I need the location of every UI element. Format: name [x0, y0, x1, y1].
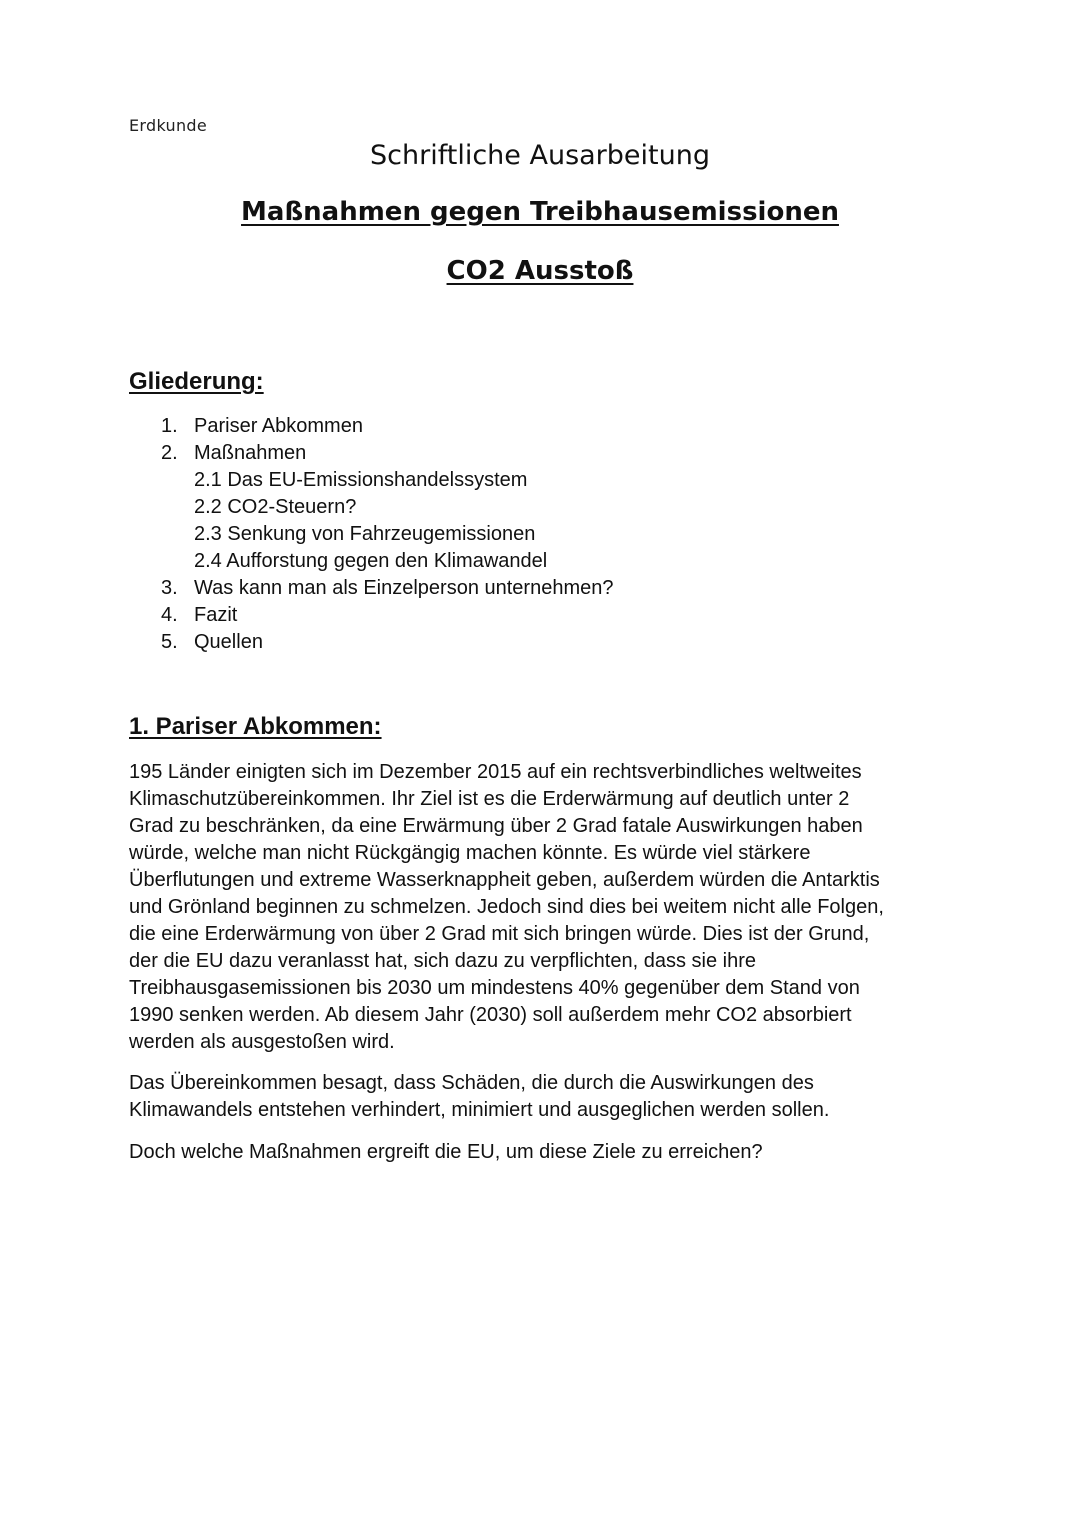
document-topic: Maßnahmen gegen Treibhausemissionen — [241, 197, 839, 227]
text-line: Das Übereinkommen besagt, dass Schäden, die durch die Auswirkungen des — [129, 1072, 814, 1094]
section-heading-pariser-abkommen: 1. Pariser Abkommen: — [129, 713, 382, 740]
text-line: Grad zu beschränken, da eine Erwärmung über 2 Grad fatale Auswirkungen haben — [129, 815, 863, 837]
outline-item — [161, 575, 614, 602]
outline-subitem: 2.1 Das EU-Emissionshandelssystem — [194, 469, 528, 491]
text-line: Treibhausgasemissionen bis 2030 um mindestens 40% gegenüber dem Stand von — [129, 977, 860, 999]
outline-item — [161, 629, 614, 656]
outline-item-label: Pariser Abkommen — [194, 415, 363, 437]
outline-item-number: 4. — [161, 604, 178, 626]
outline-item-label: Quellen — [194, 631, 263, 653]
text-line: Doch welche Maßnahmen ergreift die EU, um diese Ziele zu erreichen? — [129, 1141, 763, 1163]
text-line: Klimaschutzübereinkommen. Ihr Ziel ist es die Erderwärmung auf deutlich unter 2 — [129, 788, 850, 810]
text-line: würde, welche man nicht Rückgängig machen könnte. Es würde viel stärkere — [129, 842, 811, 864]
outline-item — [161, 602, 614, 629]
document-title: Schriftliche Ausarbeitung — [370, 140, 710, 171]
outline-list — [161, 413, 614, 656]
outline-subitem: 2.4 Aufforstung gegen den Klimawandel — [194, 550, 548, 572]
text-line: werden als ausgestoßen wird. — [129, 1031, 395, 1053]
outline-item-number: 5. — [161, 631, 178, 653]
text-line: 195 Länder einigten sich im Dezember 2015 auf ein rechtsverbindliches weltweites — [129, 761, 862, 783]
document-subtopic: CO2 Ausstoß — [446, 256, 634, 286]
paragraph-agreement — [129, 1070, 959, 1124]
outline-item — [161, 440, 614, 467]
outline-subitem: 2.2 CO2-Steuern? — [194, 496, 357, 518]
outline-item-label: Maßnahmen — [194, 442, 307, 464]
text-line: 1990 senken werden. Ab diesem Jahr (2030) soll außerdem mehr CO2 absorbiert — [129, 1004, 852, 1026]
subject-label: Erdkunde — [129, 116, 208, 135]
text-line: Klimawandels entstehen verhindert, minimiert und ausgeglichen werden sollen. — [129, 1099, 830, 1121]
outline-item-label: Fazit — [194, 604, 238, 626]
paragraph-pariser-intro — [129, 759, 959, 1056]
text-line: der die EU dazu veranlasst hat, sich dazu zu verpflichten, dass sie ihre — [129, 950, 756, 972]
outline-subitem: 2.3 Senkung von Fahrzeugemissionen — [194, 523, 536, 545]
outline-item-number: 1. — [161, 415, 178, 437]
text-line: Überflutungen und extreme Wasserknappheit geben, außerdem würden die Antarktis — [129, 869, 880, 891]
outline-item-label: Was kann man als Einzelperson unternehmen? — [194, 577, 614, 599]
text-line: und Grönland beginnen zu schmelzen. Jedoch sind dies bei weitem nicht alle Folgen, — [129, 896, 884, 918]
outline-item — [161, 413, 614, 440]
paragraph-question — [129, 1139, 959, 1166]
outline-item-number: 3. — [161, 577, 178, 599]
outline-item-number: 2. — [161, 442, 178, 464]
text-line: die eine Erderwärmung von über 2 Grad mit sich bringen würde. Dies ist der Grund, — [129, 923, 870, 945]
outline-heading: Gliederung: — [129, 368, 264, 395]
